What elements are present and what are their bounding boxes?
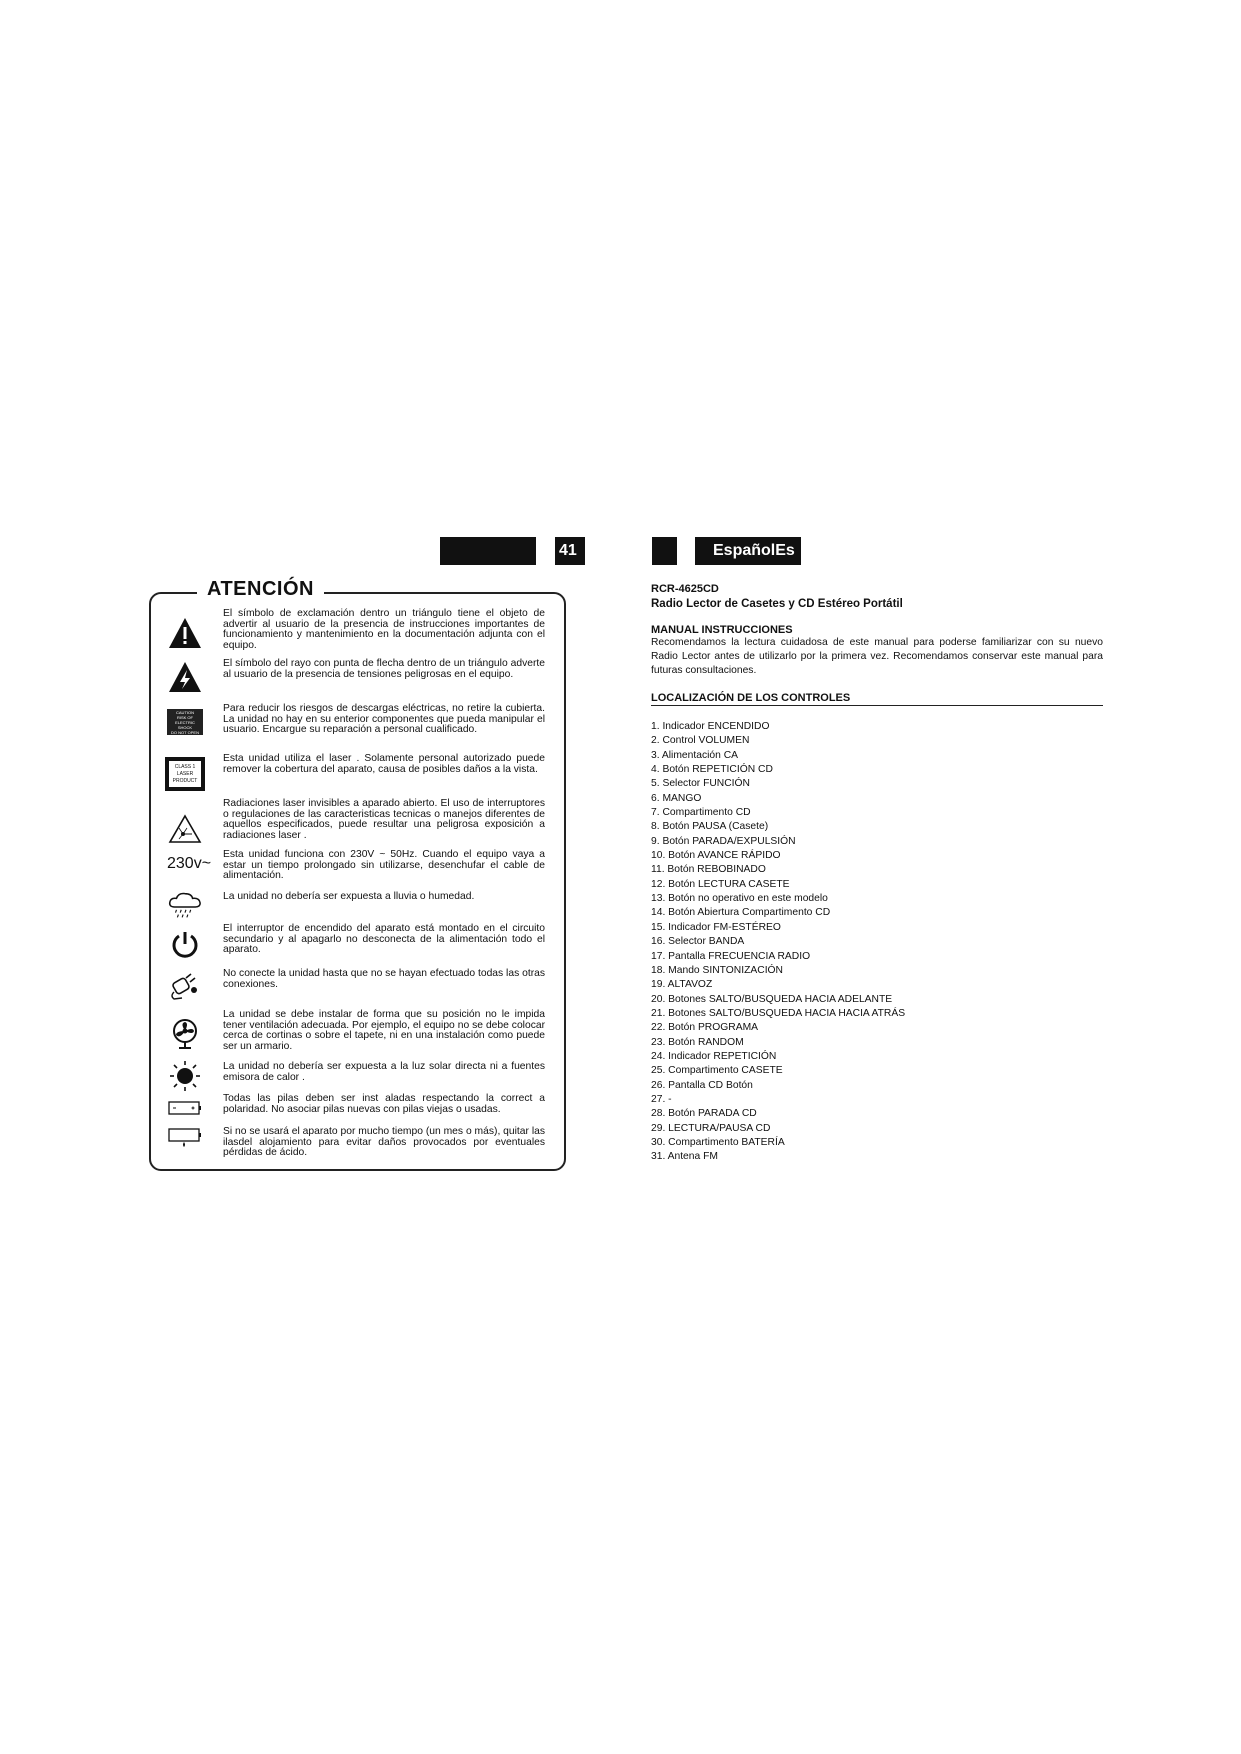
controls-heading: LOCALIZACIÓN DE LOS CONTROLES [651,692,1103,706]
list-item: 9. Botón PARADA/EXPULSIÓN [651,835,796,847]
lightning-triangle-icon [167,659,203,695]
sun-icon [167,1058,203,1094]
warning-title: ATENCIÓN [197,578,324,601]
laser-warning-icon [167,811,203,847]
list-item: 6. MANGO [651,792,702,804]
page-number: 41 [555,537,585,565]
language-label: EspañolEs [695,537,801,565]
exclamation-triangle-icon [167,615,203,651]
manual-text: Recomendamos la lectura cuidadosa de este manual para poderse familiarizar con su nuevo Radio Lector antes de utilizarlo por la primera vez. Recomendamos conservar este manual para futuras consultaciones. [651,637,1103,676]
list-item: 23. Botón RANDOM [651,1036,744,1048]
list-item: 29. LECTURA/PAUSA CD [651,1122,771,1134]
list-item: 14. Botón Abiertura Compartimento CD [651,907,831,919]
fan-ventilation-icon [167,1016,203,1052]
manual-heading: MANUAL INSTRUCCIONES [651,624,793,636]
list-item: 4. Botón REPETICIÓN CD [651,764,773,776]
list-item: 11. Botón REBOBINADO [651,864,766,876]
power-icon [167,926,203,962]
list-item: 15. Indicador FM-ESTÉREO [651,921,781,933]
list-item: 22. Botón PROGRAMA [651,1022,759,1034]
list-item: 13. Botón no operativo en este modelo [651,893,828,905]
voltage-icon: 230v~ [167,855,212,872]
list-item: 19. ALTAVOZ [651,979,713,991]
list-item: 8. Botón PAUSA (Casete) [651,821,769,833]
list-item: 12. Botón LECTURA CASETE [651,878,790,890]
product-name: Radio Lector de Casetes y CD Estéreo Portátil [651,598,903,610]
list-item: 25. Compartimento CASETE [651,1065,783,1077]
warning-box: ATENCIÓN El símbolo de exclamación dentro un triángulo tiene el objeto de advertir al usuario de la presencia de instrucciones importantes de funcionamiento y mantenimiento en la documentación adjunta con el equipo. El símbolo del rayo con punta de flecha dentro de un triángulo adverte al usuario de la presencia de tensiones peligrosas en el equipo. CAUTION RISK OF ELECTRIC SHOCK DO NOT OPEN Para reducir los riesgos de descargas eléctricas, no retire la cubierta. La unidad no hay en su enterior componentes que pueda manipular el usuario. Encargue su reparación a personal cualificado. CLASS 1 LASER PRODUCT Esta unidad utiliza el laser . Solamente personal autorizado puede remover la cobertura del aparato, causa de posibles daños a la vista. Radiaciones laser invisibles a aparado abierto. El uso de interruptores o regulaciones de las caracteristicas tecnicas o manejos diferentes de aquellos especificados, puede resultar una peligrosa exposición a radiaciones laser . 230v~ Esta unidad funciona con 230V ~ 50Hz. Cuando el equipo vaya a estar un tiempo prolongado sin utilizarse, desenchufar el cable de alimentación. La unidad no debería ser expuesta a lluvia o humedad. El interruptor de encendido del aparato está montado en el circuito secundario y al apagarlo no desconecta de la alimentación todo el aparato. No conecte la unidad hasta que no se hayan efectuado todas las otras conexiones. La unidad se debe instalar de forma que su posición no le impida tener ventilación adecuada. Por ejemplo, el equipo no se debe colocar cerca de cortinas o sobre el tapete, ni en una instalación como puede ser un armario. La unidad no debería ser expuesta a la luz solar directa ni a fuentes emisora de calor . Todas las pilas deben ser inst aladas respectando la correct a polaridad. No asociar pilas nuevas con pilas viejas o usadas. Si no se usará el aparato por mucho tiempo (un mes o más), quitar las ilasdel alojamiento para evitar daños provocados por eventuales pérdidas de ácido. [149,592,566,1171]
rain-cloud-icon [167,888,203,924]
header-block-mid [652,537,677,565]
list-item: 30. Compartimento BATERÍA [651,1136,785,1148]
list-item: 3. Alimentación CA [651,749,738,761]
list-item: 16. Selector BANDA [651,936,745,948]
plug-icon [167,967,203,1003]
list-item: 28. Botón PARADA CD [651,1108,757,1120]
list-item: 24. Indicador REPETICIÓN [651,1050,777,1062]
list-item: 7. Compartimento CD [651,807,751,819]
right-column [651,583,1103,1165]
list-item: 20. Botones SALTO/BUSQUEDA HACIA ADELANTE [651,993,893,1005]
class1-laser-label-icon: CLASS 1 LASER PRODUCT [167,756,203,792]
list-item: 17. Pantalla FRECUENCIA RADIO [651,950,811,962]
controls-list [651,720,1103,1165]
list-item: 21. Botones SALTO/BUSQUEDA HACIA HACIA ATRÁS [651,1007,906,1019]
caution-label-icon: CAUTION RISK OF ELECTRIC SHOCK DO NOT OPEN [167,704,203,740]
list-item: 31. Antena FM [651,1151,718,1163]
header-block-left [440,537,536,565]
model-number: RCR-4625CD [651,583,719,595]
list-item: 26. Pantalla CD Botón [651,1079,753,1091]
list-item: 27. - [651,1093,672,1105]
list-item: 5. Selector FUNCIÓN [651,778,750,790]
battery-leak-icon [167,1119,203,1155]
list-item: 18. Mando SINTONIZACIÓN [651,964,783,976]
list-item: 2. Control VOLUMEN [651,735,750,747]
list-item: 10. Botón AVANCE RÁPIDO [651,850,781,862]
list-item: 1. Indicador ENCENDIDO [651,721,770,732]
